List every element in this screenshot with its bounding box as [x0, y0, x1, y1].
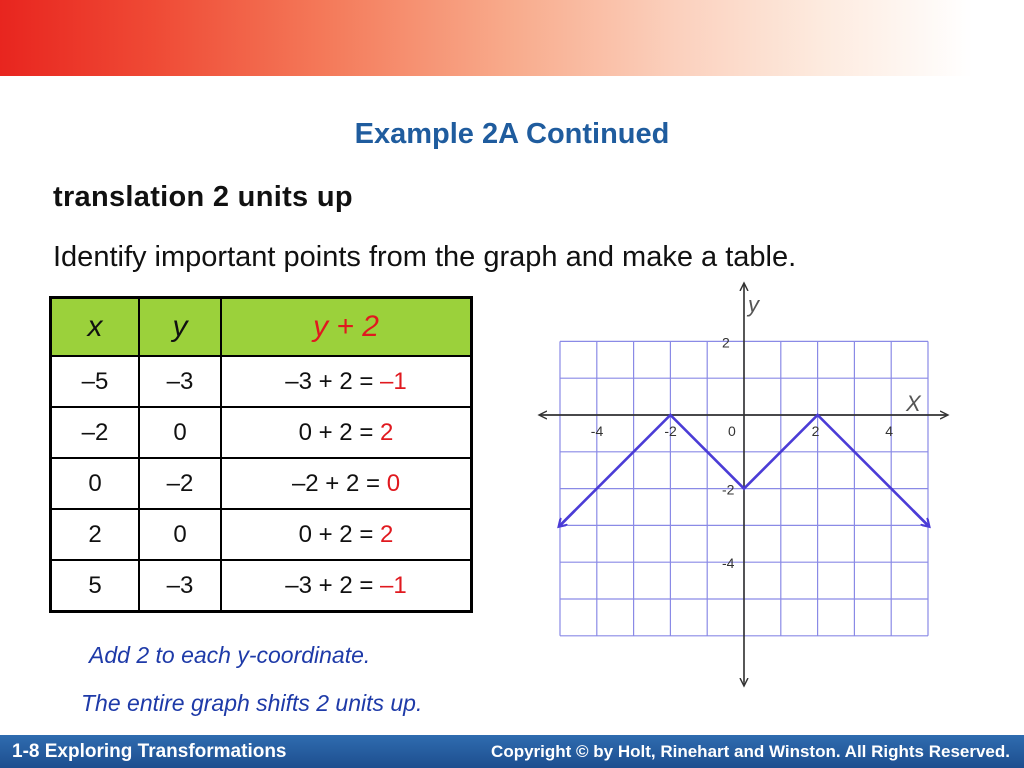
table-row — [51, 356, 472, 407]
cell-y: 0 — [139, 509, 221, 560]
expression-text: –2 + 2 = — [291, 469, 387, 497]
points-table — [49, 296, 473, 613]
expression-text: –3 + 2 = — [285, 571, 381, 599]
tick-labels — [591, 334, 893, 571]
cell-y: 0 — [139, 407, 221, 458]
table-row — [51, 509, 472, 560]
header-y: y — [139, 298, 221, 357]
expression-result: –1 — [380, 367, 407, 395]
x-tick-label: 0 — [728, 423, 736, 439]
expression-text: –3 + 2 = — [285, 367, 381, 395]
y-tick-label: 2 — [722, 334, 730, 351]
footer-copyright: Copyright © by Holt, Rinehart and Winston. All Rights Reserved. — [491, 742, 1010, 761]
expression-text: 0 + 2 = — [298, 520, 381, 548]
expression-text: 0 + 2 = — [298, 418, 381, 446]
y-tick-label: -2 — [722, 481, 735, 498]
cell-y: –2 — [139, 458, 221, 509]
left-arrow-end — [560, 511, 575, 526]
note-add-2: Add 2 to each y-coordinate. — [89, 642, 371, 668]
table-row — [51, 407, 472, 458]
header-y-plus-2: y + 2 — [221, 298, 472, 357]
cell-expression — [221, 560, 472, 612]
expression-result: 2 — [380, 418, 394, 446]
cell-x: 5 — [51, 560, 140, 612]
slide-title: Example 2A Continued — [354, 118, 670, 150]
expression-result: –1 — [380, 571, 407, 599]
footer-bar — [0, 735, 1024, 768]
header-gradient-band — [0, 0, 1024, 76]
slide-subtitle: translation 2 units up — [53, 181, 353, 213]
cell-expression — [221, 509, 472, 560]
x-axis-label: X — [906, 391, 921, 416]
table-row — [51, 560, 472, 612]
cell-x: 2 — [51, 509, 140, 560]
expression-result: 0 — [386, 469, 401, 497]
expression-result: 2 — [380, 520, 394, 548]
cell-expression — [221, 356, 472, 407]
cell-x: –2 — [51, 407, 140, 458]
x-tick-label: -2 — [664, 423, 677, 439]
right-arrow-end — [913, 511, 928, 526]
coordinate-graph — [530, 280, 950, 690]
y-axis-label: y — [748, 292, 759, 317]
table-header-row — [51, 298, 472, 357]
x-tick-label: 2 — [811, 423, 820, 439]
x-tick-label: -4 — [590, 423, 604, 439]
cell-expression — [221, 458, 472, 509]
header-x: x — [51, 298, 140, 357]
x-tick-label: 4 — [885, 423, 893, 439]
footer-lesson-title: 1-8 Exploring Transformations — [12, 741, 287, 762]
cell-x: –5 — [51, 356, 140, 407]
cell-expression — [221, 407, 472, 458]
instruction-text: Identify important points from the graph and make a table. — [53, 241, 797, 273]
note-shift: The entire graph shifts 2 units up. — [81, 690, 423, 716]
cell-x: 0 — [51, 458, 140, 509]
cell-y: –3 — [139, 356, 221, 407]
cell-y: –3 — [139, 560, 221, 612]
table-row — [51, 458, 472, 509]
y-tick-label: -4 — [722, 555, 735, 572]
